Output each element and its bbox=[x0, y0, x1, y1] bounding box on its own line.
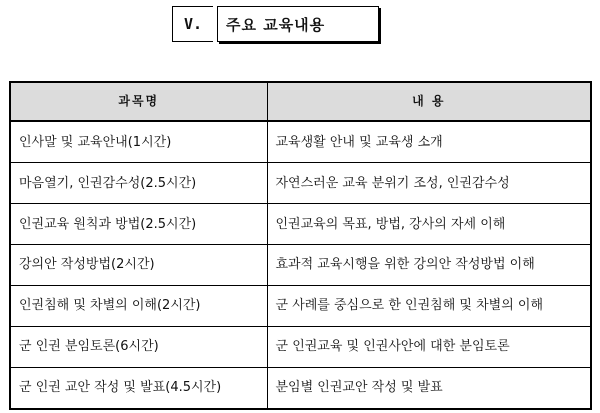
curriculum-table bbox=[9, 81, 592, 410]
content-cell: 자연스러운 교육 분위기 조성, 인권감수성 bbox=[267, 163, 591, 204]
subject-cell: 군 인권 분임토론(6시간) bbox=[10, 326, 267, 367]
table-row bbox=[10, 163, 591, 204]
subject-cell: 인사말 및 교육안내(1시간) bbox=[10, 121, 267, 163]
header-content: 내 용 bbox=[267, 82, 591, 121]
table-row bbox=[10, 245, 591, 286]
table-header-row bbox=[10, 82, 591, 121]
subject-cell: 마음열기, 인권감수성(2.5시간) bbox=[10, 163, 267, 204]
section-title: 주요 교육내용 bbox=[217, 6, 379, 42]
content-cell: 군 사례를 중심으로 한 인권침해 및 차별의 이해 bbox=[267, 285, 591, 326]
table-row bbox=[10, 367, 591, 409]
content-cell: 분임별 인권교안 작성 및 발표 bbox=[267, 367, 591, 409]
section-numeral: V. bbox=[172, 6, 213, 42]
subject-cell: 군 인권 교안 작성 및 발표(4.5시간) bbox=[10, 367, 267, 409]
table-row bbox=[10, 204, 591, 245]
content-cell: 인권교육의 목표, 방법, 강사의 자세 이해 bbox=[267, 204, 591, 245]
content-cell: 효과적 교육시행을 위한 강의안 작성방법 이해 bbox=[267, 245, 591, 286]
subject-cell: 강의안 작성방법(2시간) bbox=[10, 245, 267, 286]
table-row bbox=[10, 285, 591, 326]
content-cell: 군 인권교육 및 인권사안에 대한 분임토론 bbox=[267, 326, 591, 367]
section-heading bbox=[172, 6, 379, 42]
subject-cell: 인권교육 원칙과 방법(2.5시간) bbox=[10, 204, 267, 245]
table-row bbox=[10, 326, 591, 367]
header-subject: 과목명 bbox=[10, 82, 267, 121]
table-row bbox=[10, 121, 591, 163]
content-cell: 교육생활 안내 및 교육생 소개 bbox=[267, 121, 591, 163]
subject-cell: 인권침해 및 차별의 이해(2시간) bbox=[10, 285, 267, 326]
